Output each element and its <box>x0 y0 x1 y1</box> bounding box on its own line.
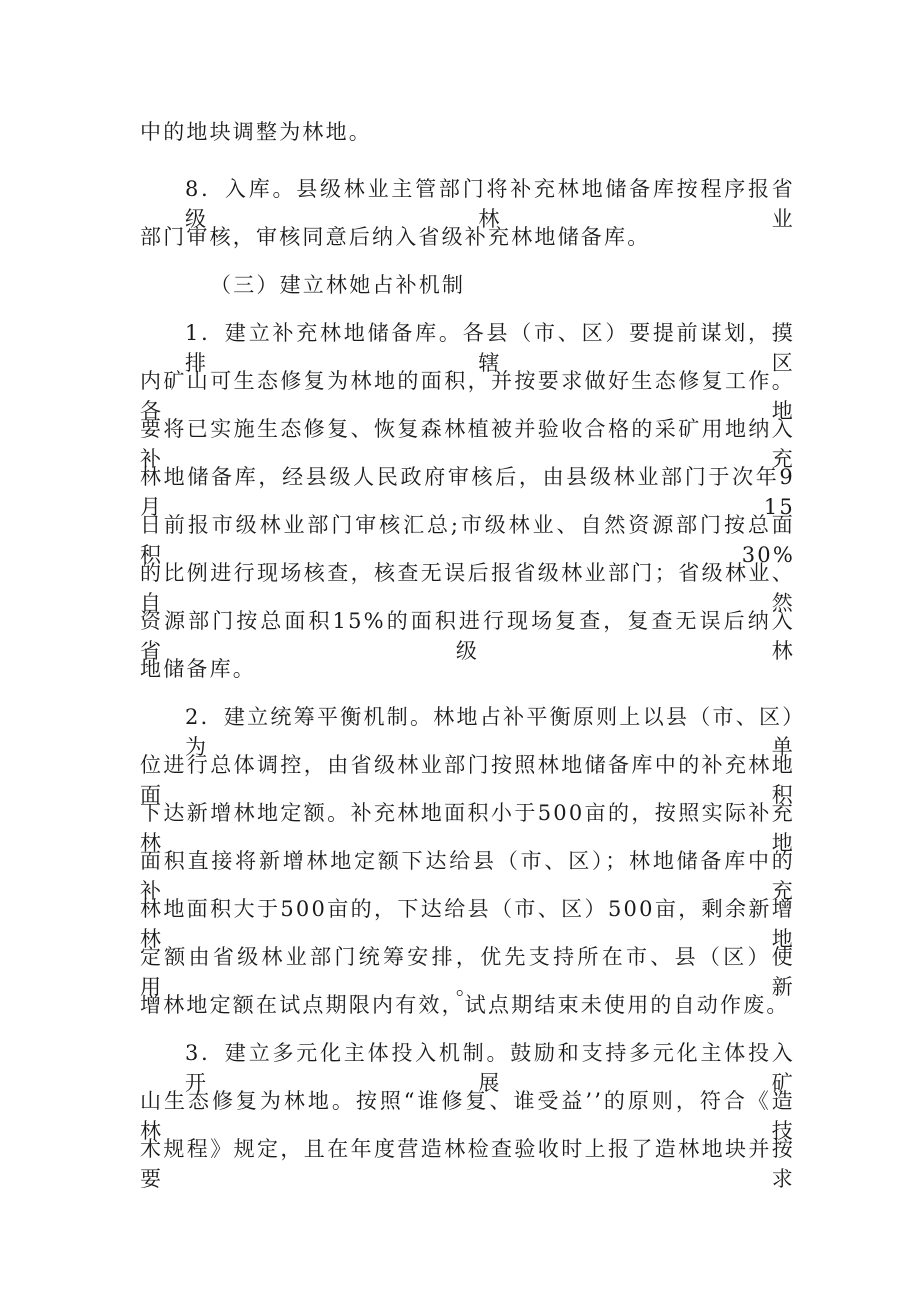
text-line: 林地面积大于500亩的，下达给县（市、区）500亩，剩余新增林地 <box>140 897 795 951</box>
section-heading: （三）建立林她占补机制 <box>210 273 466 297</box>
text-line: 3．建立多元化主体投入机制。鼓励和支持多元化主体投入开展矿 <box>185 1041 795 1095</box>
text-line: 内矿山可生态修复为林地的面积，并按要求做好生态修复工作。各地 <box>140 369 795 423</box>
text-line: 中的地块调整为林地。 <box>140 120 372 144</box>
text-line: 2．建立统筹平衡机制。林地占补平衡原则上以县（市、区）为单 <box>185 705 795 759</box>
text-line: 定额由省级林业部门统筹安排，优先支持所在市、县（区）使用。新 <box>140 945 795 999</box>
text-line: 林地储备库，经县级人民政府审核后，由县级林业部门于次年9月15 <box>140 465 795 519</box>
text-line: 资源部门按总面积15%的面积进行现场复查，复查无误后纳入省级林 <box>140 609 795 663</box>
text-line: 的比例进行现场核查，核查无误后报省级林业部门；省级林业、自然 <box>140 561 795 615</box>
text-line: 增林地定额在试点期限内有效，试点期结束未使用的自动作废。 <box>140 993 790 1017</box>
text-line: 下达新增林地定额。补充林地面积小于500亩的，按照实际补充林地 <box>140 801 795 855</box>
text-line: 8．入库。县级林业主管部门将补充林地储备库按程序报省级林业 <box>185 177 795 231</box>
text-line: 术规程》规定，且在年度营造林检查验收时上报了造林地块并按要求 <box>140 1137 795 1191</box>
text-line: 山生态修复为林地。按照“谁修复、谁受益’’的原则，符合《造林技 <box>140 1089 795 1143</box>
text-line: 位进行总体调控，由省级林业部门按照林地储备库中的补充林地面积 <box>140 753 795 807</box>
text-line: 部门审核，审核同意后纳入省级补充林地储备库。 <box>140 225 651 249</box>
text-line: 要将已实施生态修复、恢复森林植被并验收合格的采矿用地纳入补充 <box>140 417 795 471</box>
text-line: 地储备库。 <box>140 657 256 681</box>
text-line: 1．建立补充林地储备库。各县（市、区）要提前谋划，摸排辖区 <box>185 321 795 375</box>
text-line: 面积直接将新增林地定额下达给县（市、区）；林地储备库中的补充 <box>140 849 795 903</box>
text-line: 日前报市级林业部门审核汇总;市级林业、自然资源部门按总面积30% <box>140 513 795 567</box>
